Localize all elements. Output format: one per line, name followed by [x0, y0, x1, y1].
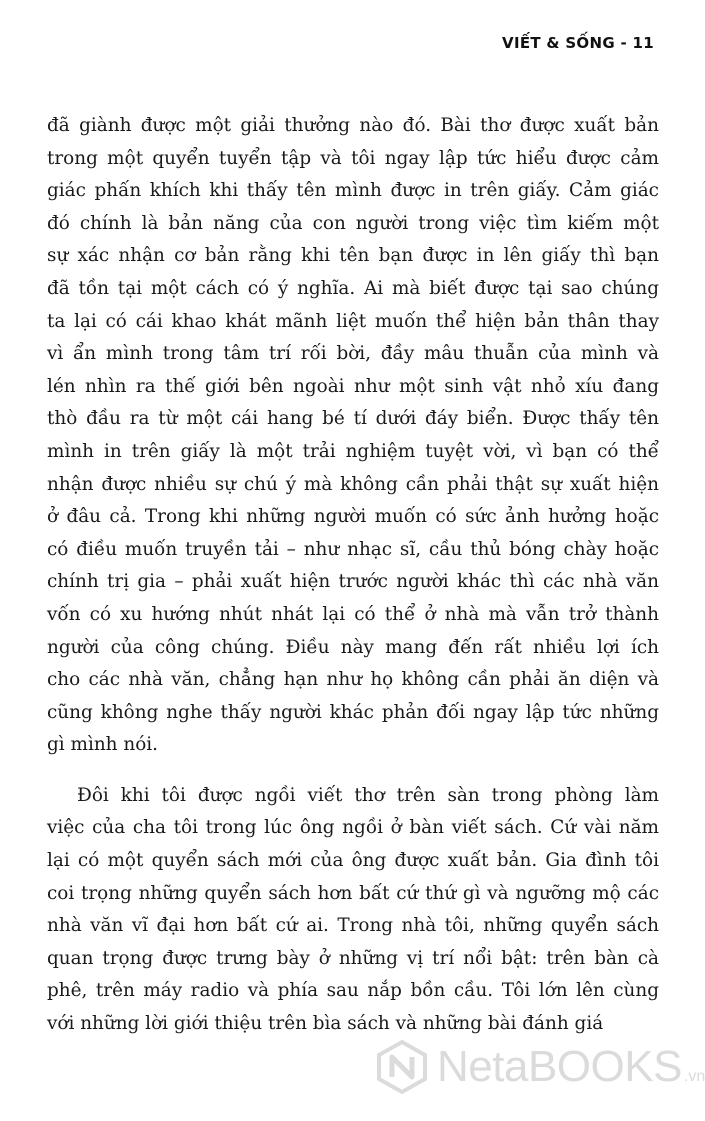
text-line: nhận được nhiều sự chú ý mà không cần phải thật sự xuất hiện	[47, 473, 659, 495]
text-line: chính trị gia – phải xuất hiện trước người khác thì các nhà văn	[47, 571, 659, 593]
text-line: lại có một quyển sách mới của ông được xuất bản. Gia đình tôi	[47, 850, 659, 872]
running-header: VIẾT & SỐNG - 11	[502, 34, 654, 52]
watermark-brand-text: NetaBOOKS	[437, 1042, 682, 1091]
text-line: việc của cha tôi trong lúc ông ngồi ở bàn viết sách. Cứ vài năm	[47, 817, 659, 839]
text-line: cho các nhà văn, chẳng hạn như họ không cần phải ăn diện và	[47, 669, 659, 691]
watermark-suffix-text: .vn	[683, 1068, 705, 1085]
netabooks-logo-icon	[375, 1040, 429, 1094]
text-line: phê, trên máy radio và phía sau nắp bồn cầu. Tôi lớn lên cùng	[47, 980, 659, 1002]
text-line: có điều muốn truyền tải – như nhạc sĩ, cầu thủ bóng chày hoặc	[47, 538, 659, 560]
text-line: với những lời giới thiệu trên bìa sách và những bài đánh giá	[47, 1013, 604, 1035]
text-line: người của công chúng. Điều này mang đến rất nhiều lợi ích	[47, 636, 659, 658]
text-line: ở đâu cả. Trong khi những người muốn có sức ảnh hưởng hoặc	[47, 506, 659, 528]
text-line: đã giành được một giải thưởng nào đó. Bài thơ được xuất bản	[47, 115, 659, 136]
text-line: vì ẩn mình trong tâm trí rối bời, đầy mâu thuẫn của mình và	[47, 343, 659, 365]
text-line: vốn có xu hướng nhút nhát lại có thể ở nhà mà vẫn trở thành	[47, 603, 659, 625]
text-line: thò đầu ra từ một cái hang bé tí dưới đáy biển. Được thấy tên	[47, 408, 659, 430]
text-line: đó chính là bản năng của con người trong việc tìm kiếm một	[47, 212, 659, 234]
text-line: nhà văn vĩ đại hơn bất cứ ai. Trong nhà tôi, những quyển sách	[47, 915, 659, 937]
text-line: lén nhìn ra thế giới bên ngoài như một sinh vật nhỏ xíu đang	[47, 375, 659, 397]
text-line: mình in trên giấy là một trải nghiệm tuyệt vời, vì bạn có thể	[47, 440, 659, 462]
text-line: giác phấn khích khi thấy tên mình được in trên giấy. Cảm giác	[47, 180, 659, 202]
text-line: coi trọng những quyển sách hơn bất cứ thứ gì và ngưỡng mộ các	[47, 882, 659, 904]
paragraph-2	[47, 780, 659, 1041]
text-line: gì mình nói.	[47, 734, 158, 756]
text-line: đã tồn tại một cách có ý nghĩa. Ai mà biết được tại sao chúng	[47, 277, 659, 299]
text-line: quan trọng được trưng bày ở những vị trí nổi bật: trên bàn cà	[47, 947, 659, 969]
text-line: Đôi khi tôi được ngồi viết thơ trên sàn trong phòng làm	[77, 784, 659, 806]
text-line: cũng không nghe thấy người khác phản đối ngay lập tức những	[47, 701, 659, 723]
text-line: trong một quyển tuyển tập và tôi ngay lập tức hiểu được cảm	[47, 147, 659, 169]
text-line: ta lại có cái khao khát mãnh liệt muốn thể hiện bản thân thay	[47, 310, 659, 332]
netabooks-watermark	[375, 1040, 705, 1094]
paragraph-1	[47, 110, 659, 762]
page-body	[47, 110, 659, 1041]
text-line: sự xác nhận cơ bản rằng khi tên bạn được in lên giấy thì bạn	[47, 245, 659, 267]
